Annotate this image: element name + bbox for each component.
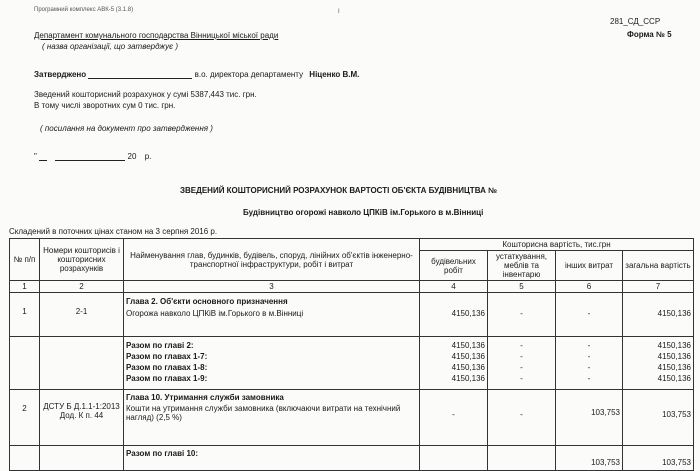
subtotal-value: 4150,136 (451, 363, 485, 372)
prices-date: Складений в поточних цінах станом на 3 серпня 2016 р. (9, 227, 218, 236)
subtotal-value: 4150,136 (657, 341, 691, 350)
col-number: 2 (40, 281, 124, 293)
subtotal-total (623, 337, 694, 390)
chapter-10-subtotal-label: Разом по главі 10: (124, 446, 420, 471)
subtotal-value: 4150,136 (657, 374, 691, 383)
subtotal-value: 4150,136 (657, 352, 691, 361)
table-row (10, 337, 694, 390)
subtotal-value: - (520, 352, 523, 361)
estimate-table (9, 238, 694, 471)
subtotal-value: 4150,136 (451, 352, 485, 361)
header-construction-works: будівельних робіт (420, 251, 488, 281)
subtotal-other (556, 337, 623, 390)
row-estimate-ref (40, 446, 124, 471)
chapter-10-item: Кошти на утримання служби замовника (включаючи витрати на технічний нагляд) (2,5 %) (126, 404, 401, 422)
col-number: 3 (124, 281, 420, 293)
row-build-value: - (420, 390, 488, 446)
approval-label: Затверджено (34, 70, 87, 79)
date-year: 20 (127, 152, 137, 161)
signature-line (88, 78, 192, 79)
form-number: Форма № 5 (627, 30, 672, 39)
row-total-value: 4150,136 (623, 293, 694, 337)
subtotal-value: - (520, 374, 523, 383)
header-row-1 (10, 239, 694, 251)
subtotal-value: 4150,136 (451, 341, 485, 350)
col-number: 7 (623, 281, 694, 293)
subtotal-value: 4150,136 (451, 374, 485, 383)
chapter-2-item: Огорожа навколо ЦПКіВ ім.Горького в м.Вінниці (126, 309, 304, 318)
software-caption: Програмний комплекс АВК-5 (3.1.8) (34, 7, 134, 13)
row-total-value: 103,753 (623, 390, 694, 446)
row-estimate-ref: ДСТУ Б Д.1.1-1:2013 Дод. К п. 44 (40, 390, 124, 446)
table-row (10, 293, 694, 337)
approval-line (34, 70, 359, 79)
subtotal-label: Разом по главах 1-9: (126, 374, 208, 383)
subtotal-value: 4150,136 (657, 363, 691, 372)
approval-person: Ніценко В.М. (309, 70, 360, 79)
subtotal-equip (488, 337, 556, 390)
row-number (10, 337, 40, 390)
header-estimate-numbers: Номери кошторисів і кошторисних розрахунків (40, 239, 124, 281)
row-equip-value: - (488, 390, 556, 446)
subtotal-value: - (520, 341, 523, 350)
subtotal-value: - (520, 363, 523, 372)
header-cost-group: Кошторисна вартість, тис.грн (420, 239, 694, 251)
table-row (10, 390, 694, 446)
row-estimate-ref: 2-1 (40, 293, 124, 337)
reference-caption: ( посилання на документ про затвердження ) (40, 124, 213, 133)
col-number: 6 (556, 281, 623, 293)
row-number: 2 (10, 390, 40, 446)
row-equip-value: - (488, 293, 556, 337)
subtotal-value: - (587, 341, 591, 350)
date-day-line (39, 160, 47, 161)
subtotal-label: Разом по главах 1-8: (126, 363, 208, 372)
object-name: Будівництво огорожі навколо ЦПКіВ ім.Горького в м.Вінниці (243, 208, 484, 217)
document-title: ЗВЕДЕНИЙ КОШТОРИСНИЙ РОЗРАХУНОК ВАРТОСТІ ОБ'ЄКТА БУДІВНИЦТВА № (180, 186, 497, 195)
page-mark: I (338, 9, 340, 15)
organization-name: Департамент комунального господарства Вінницької міської ради (34, 31, 279, 40)
date-suffix: р. (144, 152, 152, 161)
column-number-row (10, 281, 694, 293)
row-description (124, 293, 420, 337)
date-line (34, 152, 151, 161)
subtotal-value: - (587, 374, 591, 383)
col-number: 4 (420, 281, 488, 293)
header-other-costs: інших витрат (556, 251, 623, 281)
row-total-value: 103,753 (623, 446, 694, 471)
subtotal-value: - (587, 352, 591, 361)
col-number: 1 (10, 281, 40, 293)
row-number (10, 446, 40, 471)
header-number: № п/п (10, 239, 40, 281)
estimate-sum: Зведений кошторисний розрахунок у сумі 5387,443 тис. грн. (34, 90, 257, 99)
organization-caption: ( назва організації, що затверджує ) (42, 42, 178, 51)
row-other-value: 103,753 (556, 390, 623, 446)
return-sums: В тому числі зворотних сум 0 тис. грн. (34, 101, 176, 110)
subtotal-labels (124, 337, 420, 390)
row-build-value (420, 446, 488, 471)
chapter-2-title: Глава 2. Об'єкти основного призначення (126, 297, 288, 306)
header-item-names: Найменування глав, будинків, будівель, споруд, лінійних об'єктів інженерно-транспортної інфраструктури, робіт і витрат (124, 239, 420, 281)
row-other-value: - (556, 293, 623, 337)
row-estimate-ref (40, 337, 124, 390)
approval-role: в.о. директора департаменту (194, 70, 304, 79)
row-other-value: 103,753 (556, 446, 623, 471)
date-quote: " (34, 152, 37, 161)
header-total-cost: загальна вартість (623, 251, 694, 281)
subtotal-value: - (587, 363, 591, 372)
row-equip-value (488, 446, 556, 471)
chapter-10-title: Глава 10. Утримання служби замовника (126, 393, 284, 402)
row-number: 1 (10, 293, 40, 337)
row-build-value: 4150,136 (420, 293, 488, 337)
date-month-line (55, 160, 125, 161)
col-number: 5 (488, 281, 556, 293)
subtotal-build (420, 337, 488, 390)
subtotal-label: Разом по главах 1-7: (126, 352, 208, 361)
row-description (124, 390, 420, 446)
header-equipment: устаткування, меблів та інвентарю (488, 251, 556, 281)
table-row (10, 446, 694, 471)
subtotal-label: Разом по главі 2: (126, 341, 194, 350)
form-code: 281_СД_ССР (610, 17, 661, 26)
